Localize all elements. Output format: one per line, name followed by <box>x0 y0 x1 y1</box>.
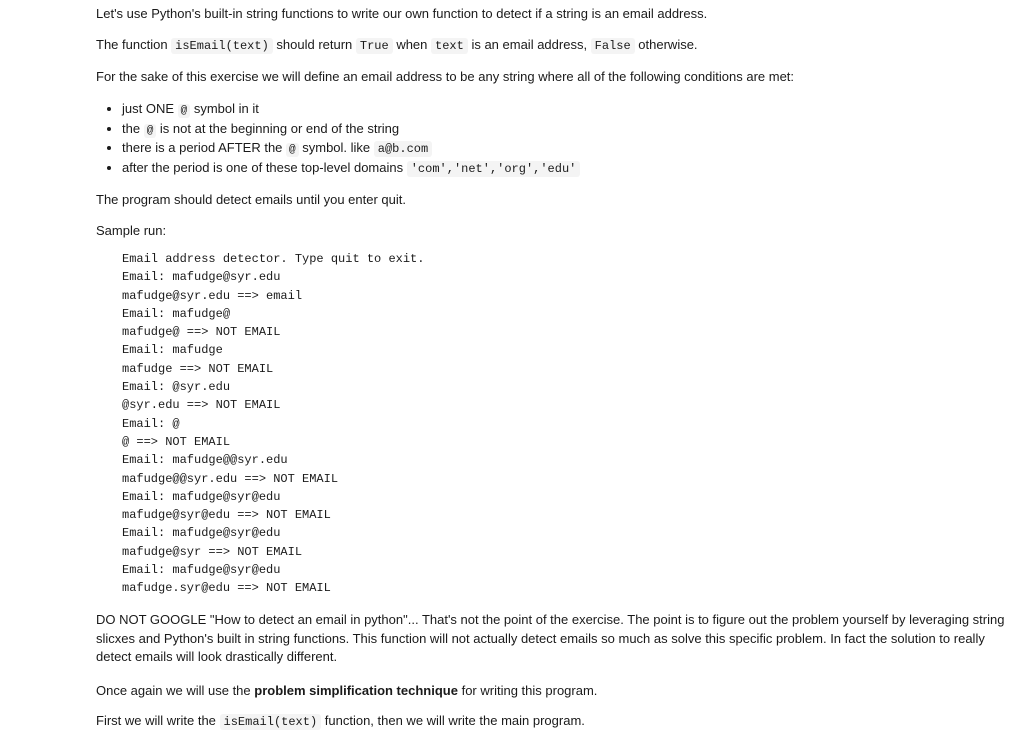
function-prefix: The function <box>96 37 172 52</box>
condition-item <box>122 158 580 178</box>
at-symbol-code: @ <box>178 104 191 118</box>
conditions-list <box>96 99 580 178</box>
condition-text: after the period is one of these top-level domains <box>122 160 407 176</box>
first-suffix: function, then we will write the main program. <box>321 713 585 728</box>
sample-line: @syr.edu ==> NOT EMAIL <box>122 398 281 413</box>
condition-item <box>122 138 580 158</box>
function-description <box>96 35 698 56</box>
condition-text: just ONE <box>122 101 178 116</box>
sample-line: Email: mafudge@syr@edu <box>122 526 281 541</box>
sample-line: Email: mafudge@ <box>122 306 231 321</box>
true-code: True <box>356 38 393 54</box>
sample-line: Email: mafudge@@syr.edu <box>122 453 288 468</box>
condition-text: there is a period AFTER the <box>122 140 287 156</box>
condition-item <box>122 99 580 119</box>
technique-name: problem simplification technique <box>254 683 458 698</box>
example-email-code: a@b.com <box>374 141 432 157</box>
isemail-code: isEmail(text) <box>171 38 273 54</box>
sample-line: mafudge@syr.edu ==> email <box>122 288 303 303</box>
sample-line: mafudge@syr ==> NOT EMAIL <box>122 544 303 559</box>
function-mid2: when <box>392 37 432 52</box>
at-symbol-code: @ <box>286 143 299 157</box>
sample-line: mafudge@ ==> NOT EMAIL <box>122 325 281 340</box>
detect-paragraph: The program should detect emails until you enter quit. <box>96 192 407 207</box>
sample-run-output <box>122 250 424 598</box>
intro-paragraph: Let's use Python's built-in string functions to write our own function to detect if a string is an email address. <box>96 6 708 21</box>
sample-line: Email: @ <box>122 416 180 431</box>
technique-suffix: for writing this program. <box>457 683 598 698</box>
sample-run-label: Sample run: <box>96 223 167 238</box>
sample-line: Email: mafudge@syr@edu <box>122 489 281 504</box>
function-suffix: otherwise. <box>634 37 698 52</box>
condition-text: symbol. like <box>298 140 374 156</box>
isemail-code: isEmail(text) <box>220 714 322 730</box>
sample-line: Email: @syr.edu <box>122 380 231 395</box>
technique-prefix: Once again we will use the <box>96 683 255 698</box>
first-step-paragraph <box>96 711 585 732</box>
false-code: False <box>591 38 635 54</box>
technique-paragraph <box>96 681 597 700</box>
sample-line: @ ==> NOT EMAIL <box>122 434 231 449</box>
sample-line: Email: mafudge@syr@edu <box>122 563 281 578</box>
first-prefix: First we will write the <box>96 713 220 728</box>
at-symbol-code: @ <box>144 124 157 138</box>
sample-line: Email address detector. Type quit to exit. <box>122 252 425 266</box>
domains-code: 'com','net','org','edu' <box>407 161 581 177</box>
sample-line: mafudge@syr@edu ==> NOT EMAIL <box>122 508 331 523</box>
warning-paragraph: DO NOT GOOGLE "How to detect an email in python"... That's not the point of the exercise. The point is to figure out the problem yourself by leveraging string slicxes and Python's built in string functions. This function will not actually detect emails so much as solve this specific problem. In fact the solution to really detect emails will look drastically different. <box>96 612 1005 664</box>
function-mid3: is an email address, <box>467 37 591 52</box>
sample-line: Email: mafudge <box>122 343 223 358</box>
sample-line: mafudge ==> NOT EMAIL <box>122 361 274 376</box>
sample-line: Email: mafudge@syr.edu <box>122 270 281 285</box>
sample-line: mafudge@@syr.edu ==> NOT EMAIL <box>122 471 339 486</box>
function-mid1: should return <box>272 37 356 52</box>
condition-item <box>122 119 580 139</box>
definition-paragraph: For the sake of this exercise we will define an email address to be any string where all of the following conditions are met: <box>96 69 795 84</box>
sample-line: mafudge.syr@edu ==> NOT EMAIL <box>122 581 331 596</box>
condition-text: the <box>122 120 144 136</box>
text-code: text <box>431 38 468 54</box>
condition-text: symbol in it <box>190 101 259 116</box>
condition-text: is not at the beginning or end of the string <box>156 120 400 136</box>
